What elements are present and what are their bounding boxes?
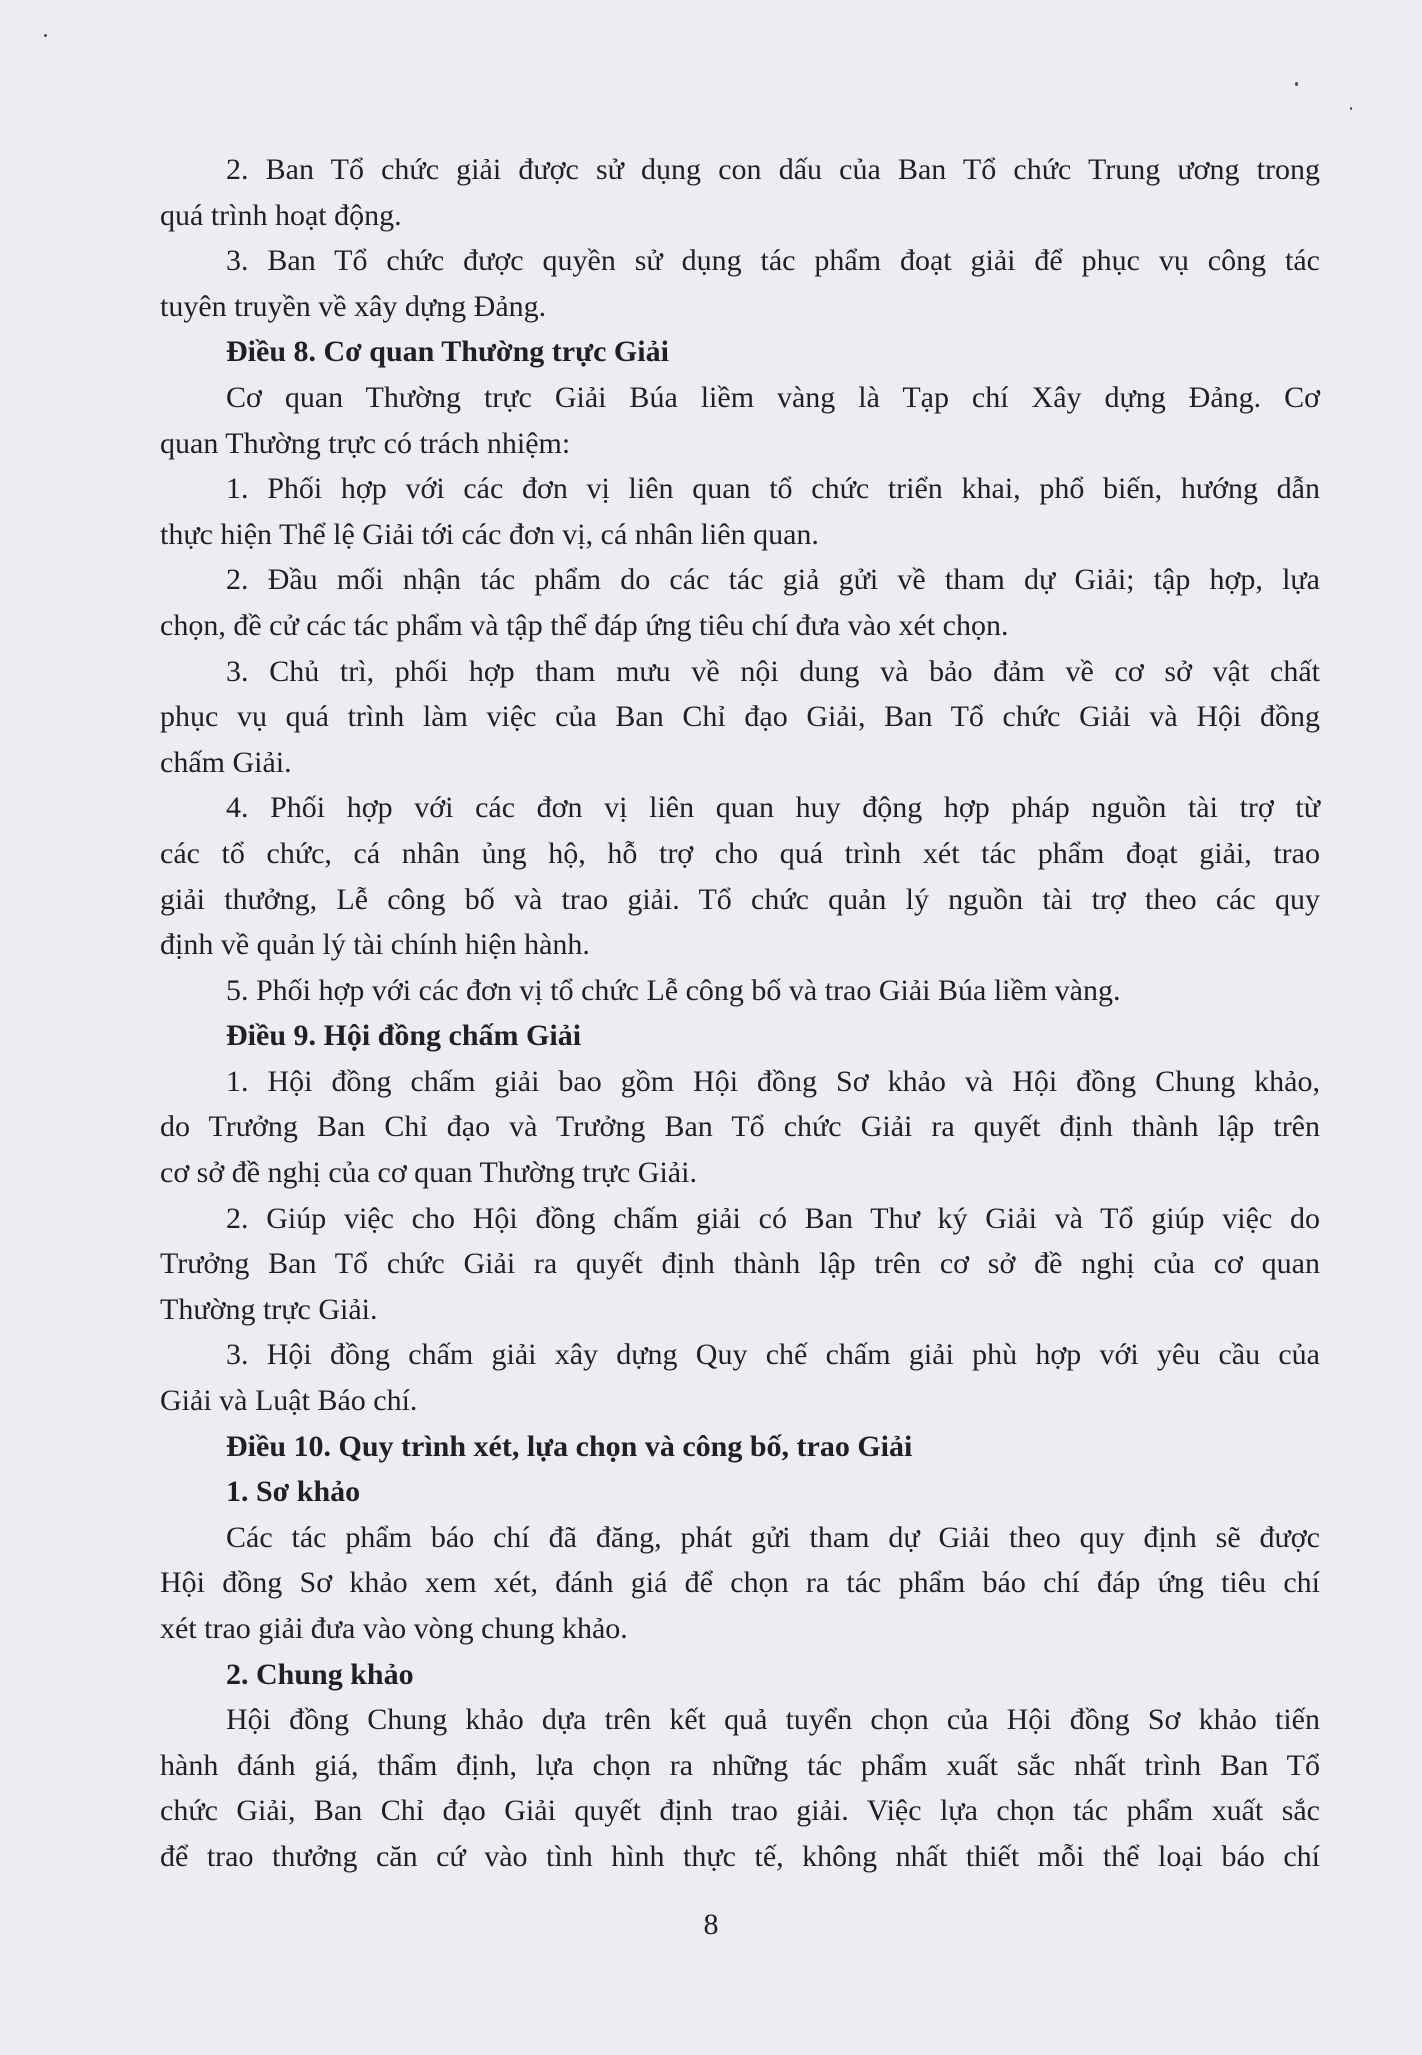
body-text-line: quan Thường trực có trách nhiệm: xyxy=(160,426,571,460)
body-text-line: Các tác phẩm báo chí đã đăng, phát gửi tham dự Giải theo quy định sẽ được xyxy=(226,1520,1320,1554)
scan-speck xyxy=(44,34,47,37)
body-text-line: xét trao giải đưa vào vòng chung khảo. xyxy=(160,1612,628,1645)
body-text-line: 1. Phối hợp với các đơn vị liên quan tổ chức triển khai, phổ biến, hướng dẫn xyxy=(226,472,1320,506)
body-text-line: Trưởng Ban Tổ chức Giải ra quyết định thành lập trên cơ sở đề nghị của cơ quan xyxy=(160,1247,1320,1281)
body-text-line: các tổ chức, cá nhân ủng hộ, hỗ trợ cho quá trình xét tác phẩm đoạt giải, trao xyxy=(160,836,1320,870)
body-text-line: để trao thưởng căn cứ vào tình hình thực tế, không nhất thiết mỗi thể loại báo chí xyxy=(160,1839,1320,1873)
body-text-line: 1. Hội đồng chấm giải bao gồm Hội đồng Sơ khảo và Hội đồng Chung khảo, xyxy=(226,1064,1320,1098)
body-text-line: chấm Giải. xyxy=(160,745,292,779)
scan-speck xyxy=(1295,82,1298,86)
body-text-line: 3. Ban Tổ chức được quyền sử dụng tác phẩm đoạt giải để phục vụ công tác xyxy=(226,244,1320,278)
body-text-line: 2. Giúp việc cho Hội đồng chấm giải có Ban Thư ký Giải và Tổ giúp việc do xyxy=(226,1201,1320,1235)
body-text-line: 3. Hội đồng chấm giải xây dựng Quy chế chấm giải phù hợp với yêu cầu của xyxy=(226,1338,1320,1372)
body-text-line: chức Giải, Ban Chỉ đạo Giải quyết định trao giải. Việc lựa chọn tác phẩm xuất sắc xyxy=(160,1794,1320,1828)
body-text-line: 4. Phối hợp với các đơn vị liên quan huy động hợp pháp nguồn tài trợ từ xyxy=(226,791,1320,825)
body-text-line: phục vụ quá trình làm việc của Ban Chỉ đạo Giải, Ban Tổ chức Giải và Hội đồng xyxy=(160,700,1320,734)
body-text-line: định về quản lý tài chính hiện hành. xyxy=(160,928,590,962)
body-text-line: 2. Ban Tổ chức giải được sử dụng con dấu của Ban Tổ chức Trung ương trong xyxy=(226,153,1320,186)
body-text-line: Giải và Luật Báo chí. xyxy=(160,1384,418,1418)
page-number: 8 xyxy=(703,1908,719,1941)
body-text-line: Cơ quan Thường trực Giải Búa liềm vàng là Tạp chí Xây dựng Đảng. Cơ xyxy=(226,380,1320,414)
document-body xyxy=(160,147,1320,1880)
body-text-line: 5. Phối hợp với các đơn vị tổ chức Lễ công bố và trao Giải Búa liềm vàng. xyxy=(226,973,1121,1007)
section-heading: 1. Sơ khảo xyxy=(226,1475,361,1509)
body-text-line: Hội đồng Sơ khảo xem xét, đánh giá để chọn ra tác phẩm báo chí đáp ứng tiêu chí xyxy=(160,1566,1320,1600)
body-text-line: Thường trực Giải. xyxy=(160,1292,378,1326)
body-text-line: 3. Chủ trì, phối hợp tham mưu về nội dung và bảo đảm về cơ sở vật chất xyxy=(226,654,1320,688)
section-heading: Điều 10. Quy trình xét, lựa chọn và công bố, trao Giải xyxy=(226,1429,913,1463)
section-heading: Điều 9. Hội đồng chấm Giải xyxy=(226,1019,582,1053)
body-text-line: tuyên truyền về xây dựng Đảng. xyxy=(160,289,547,323)
body-text-line: giải thưởng, Lễ công bố và trao giải. Tổ chức quản lý nguồn tài trợ theo các quy xyxy=(160,882,1320,916)
body-text-line: cơ sở đề nghị của cơ quan Thường trực Giải. xyxy=(160,1156,697,1190)
scan-speck xyxy=(1350,107,1352,110)
section-heading: Điều 8. Cơ quan Thường trực Giải xyxy=(226,335,669,369)
body-text-line: hành đánh giá, thẩm định, lựa chọn ra những tác phẩm xuất sắc nhất trình Ban Tổ xyxy=(160,1748,1320,1782)
body-text-line: do Trưởng Ban Chỉ đạo và Trưởng Ban Tổ chức Giải ra quyết định thành lập trên xyxy=(160,1110,1320,1144)
section-heading: 2. Chung khảo xyxy=(226,1657,414,1691)
body-text-line: quá trình hoạt động. xyxy=(160,198,402,232)
body-text-line: Hội đồng Chung khảo dựa trên kết quả tuyển chọn của Hội đồng Sơ khảo tiến xyxy=(226,1703,1320,1737)
body-text-line: thực hiện Thể lệ Giải tới các đơn vị, cá nhân liên quan. xyxy=(160,517,819,551)
body-text-line: 2. Đầu mối nhận tác phẩm do các tác giả gửi về tham dự Giải; tập hợp, lựa xyxy=(226,563,1320,597)
body-text-line: chọn, đề cử các tác phẩm và tập thể đáp ứng tiêu chí đưa vào xét chọn. xyxy=(160,608,1009,642)
